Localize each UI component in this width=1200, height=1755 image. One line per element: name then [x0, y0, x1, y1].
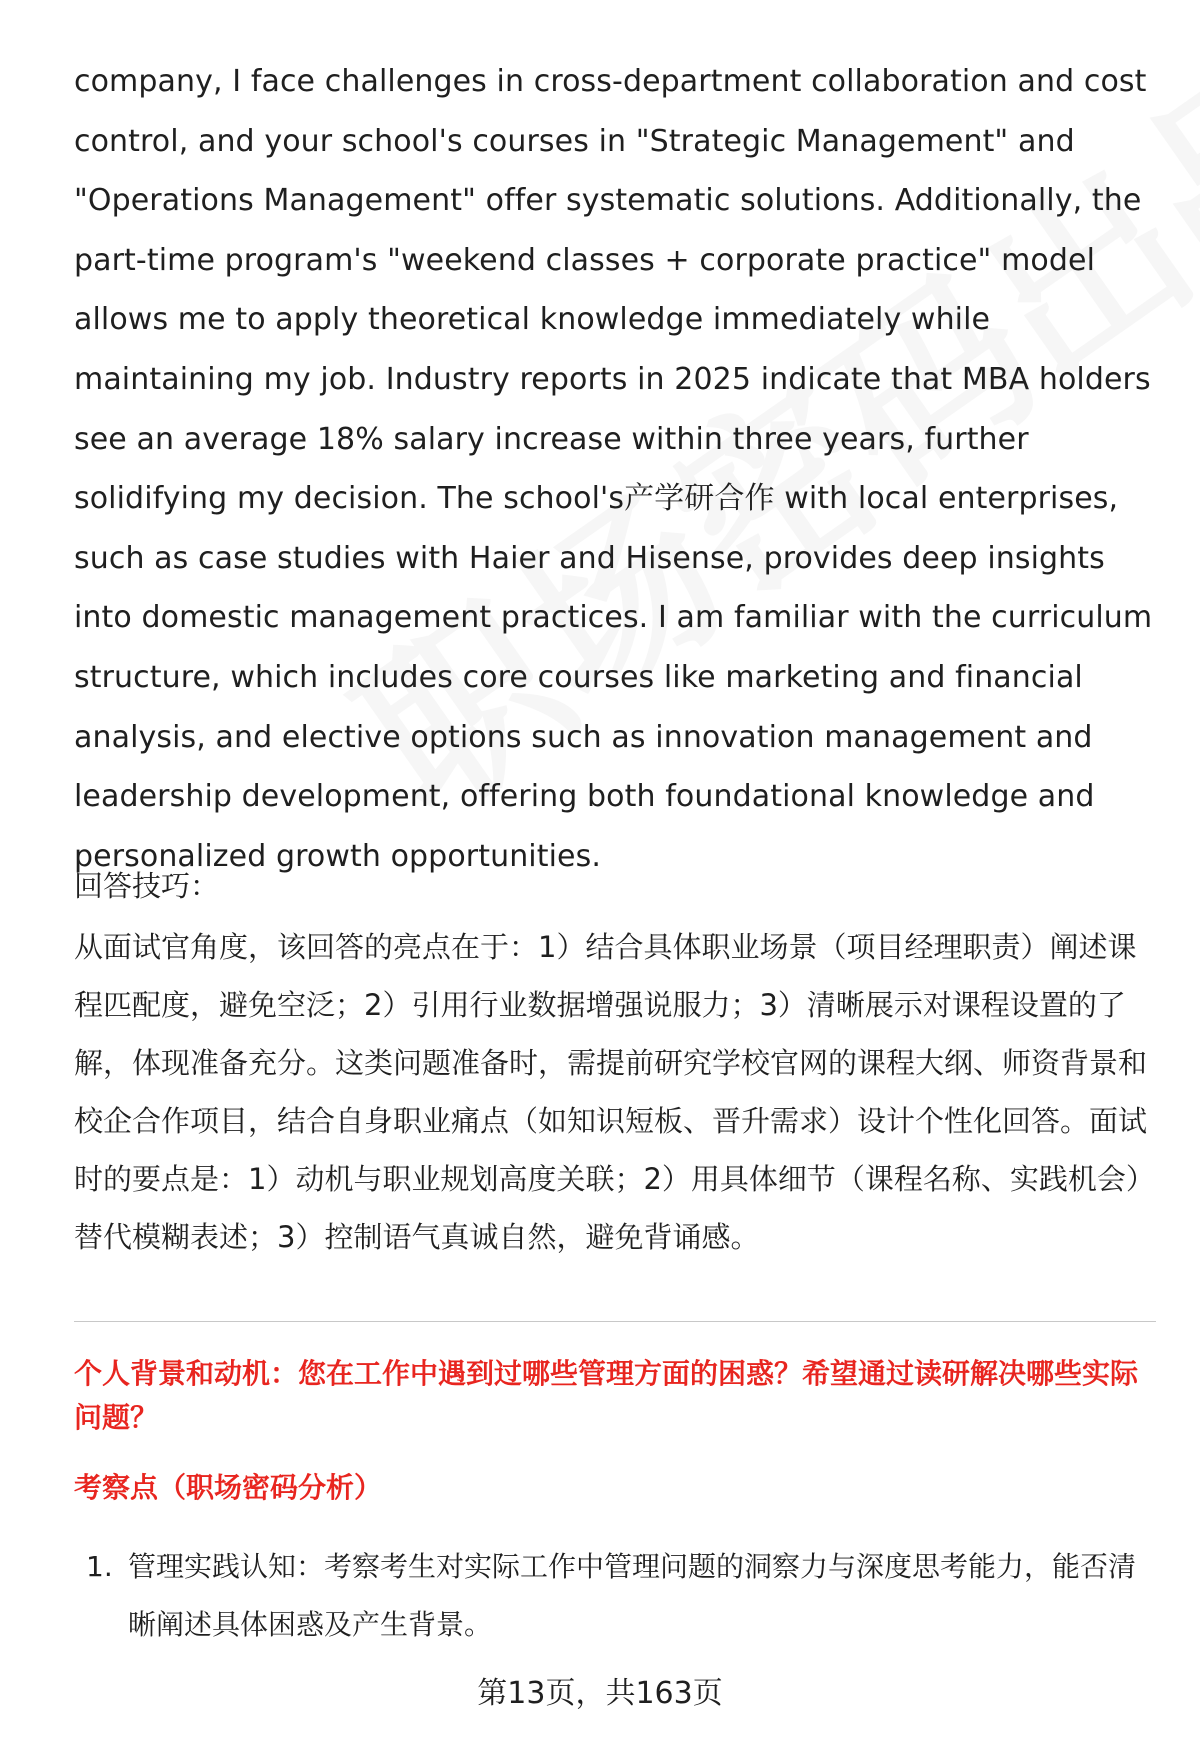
list-item-text: 管理实践认知：考察考生对实际工作中管理问题的洞察力与深度思考能力，能否清晰阐述具体困惑及产生背景。 [128, 1550, 1137, 1641]
analysis-section-title: 考察点（职场密码分析） [74, 1471, 383, 1504]
list-item [74, 1538, 1156, 1654]
list-item-number: 1. [86, 1550, 113, 1583]
analysis-list [74, 1538, 1156, 1654]
section-divider [74, 1321, 1156, 1322]
tips-heading: 回答技巧： [74, 869, 220, 903]
page-number-footer: 第13页，共163页 [477, 1676, 723, 1711]
tips-paragraph: 从面试官角度，该回答的亮点在于：1）结合具体职业场景（项目经理职责）阐述课程匹配度，避免空泛；2）引用行业数据增强说服力；3）清晰展示对课程设置的了解，体现准备充分。这类问题准备时，需提前研究学校官网的课程大纲、师资背景和校企合作项目，结合自身职业痛点（如知识短板、晋升需求）设计个性化回答。面试时的要点是：1）动机与职业规划高度关联；2）用具体细节（课程名称、实践机会）替代模糊表述；3）控制语气真诚自然，避免背诵感。 [74, 930, 1148, 1254]
english-answer-paragraph: company, I face challenges in cross-department collaboration and cost control, and your school's courses in "Strategic Management" and "Operations Management" offer systematic solutions. Additionally, the part-time program's "weekend classes + corporate practice" model allows me to apply theoretical knowledge immediately while maintaining my job. Industry reports in 2025 indicate that MBA holders see an average 18% salary increase within three years, further solidifying my decision. The school's产学研合作 with local enterprises, such as case studies with Haier and Hisense, provides deep insights into domestic management practices. I am familiar with the curriculum structure, which includes core courses like marketing and financial analysis, and elective options such as innovation management and leadership development, offering both foundational knowledge and personalized growth opportunities. [74, 64, 1153, 874]
question-heading: 个人背景和动机：您在工作中遇到过哪些管理方面的困惑？希望通过读研解决哪些实际问题？ [74, 1357, 1139, 1434]
